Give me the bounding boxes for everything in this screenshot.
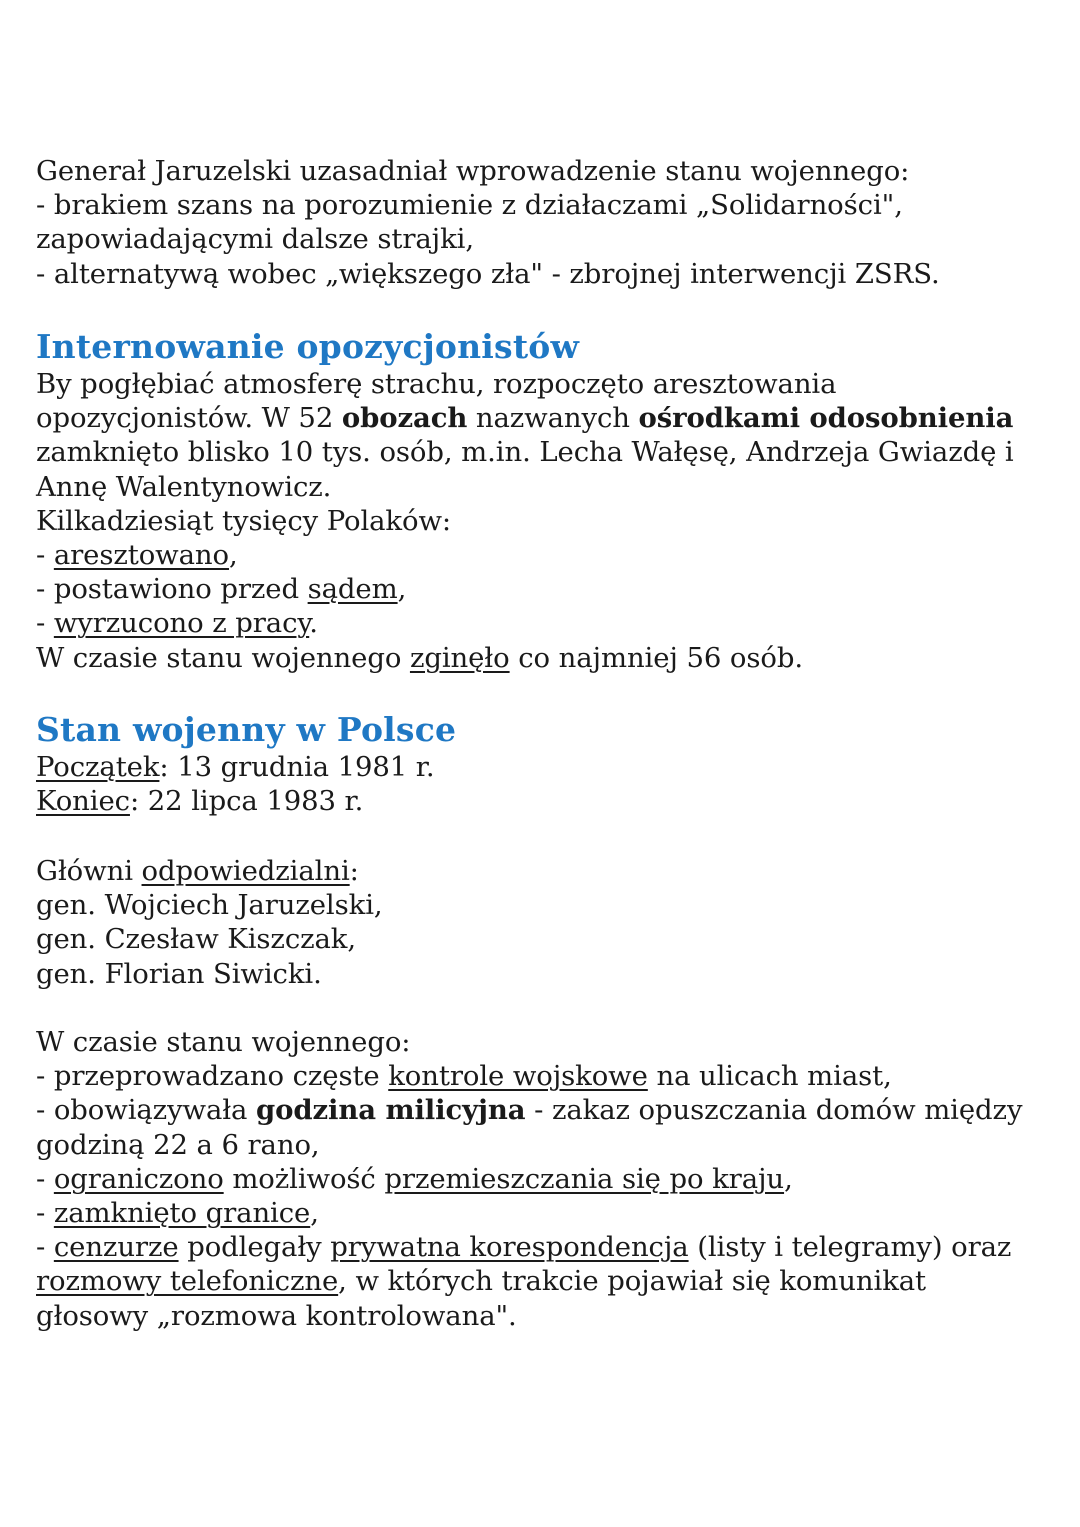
list-item: - cenzurze podlegały prywatna korespondencja (listy i telegramy) oraz [36,1231,1012,1264]
underlined-term: zginęło [409,641,510,674]
text-line: zamknięto blisko 10 tys. osób, m.in. Lecha Wałęsę, Andrzeja Gwiazdę i [36,436,1014,469]
section-heading-internment: Internowanie opozycjonistów [36,327,580,366]
text-line: Główni odpowiedzialni: [36,855,359,887]
martial-law-section [36,710,1056,818]
underlined-term: wyrzucono z pracy [53,607,310,640]
list-item: - postawiono przed sądem, [36,573,407,606]
text-line: W czasie stanu wojennego zginęło co najmniej 56 osób. [36,641,803,674]
end-date: Koniec: 22 lipca 1983 r. [36,785,364,818]
underlined-term: przemieszczania się po kraju [384,1162,785,1195]
list-item: gen. Wojciech Jaruzelski, [36,889,383,922]
text-line: Annę Walentynowicz. [36,470,332,503]
bold-term: obozach [341,402,468,435]
underlined-term: sądem [307,573,398,606]
underlined-term: ograniczono [53,1162,224,1195]
text-line: opozycjonistów. W 52 obozach nazwanych ośrodkami odosobnienia [36,402,1014,435]
list-item: gen. Czesław Kiszczak, [36,923,357,956]
list-item: - obowiązywała godzina milicyjna - zakaz opuszczania domów między [36,1094,1023,1127]
section-heading-martial-law: Stan wojenny w Polsce [36,710,457,749]
underlined-term: Początek [36,751,160,783]
text-line: głosowy „rozmowa kontrolowana". [36,1299,517,1332]
text-line: rozmowy telefoniczne, w których trakcie pojawiał się komunikat [36,1265,927,1298]
intro-line: Generał Jaruzelski uzasadniał wprowadzenie stanu wojennego: [36,155,910,187]
underlined-term: zamknięto granice [53,1197,311,1230]
text-line: Kilkadziesiąt tysięcy Polaków: [36,504,452,537]
list-item: - ograniczono możliwość przemieszczania się po kraju, [36,1162,793,1195]
text-line: W czasie stanu wojennego: [36,1026,411,1058]
start-date: Początek: 13 grudnia 1981 r. [36,751,435,783]
list-item: - wyrzucono z pracy. [36,607,318,640]
bold-term: godzina milicyjna [256,1094,526,1127]
list-item: - przeprowadzano częste kontrole wojskowe na ulicach miast, [36,1060,892,1093]
text-line: By pogłębiać atmosferę strachu, rozpoczęto aresztowania [36,368,837,400]
underlined-term: kontrole wojskowe [388,1060,648,1093]
text-line: godziną 22 a 6 rano, [36,1128,320,1161]
bold-term: ośrodkami odosobnienia [638,402,1014,435]
underlined-term: cenzurze [53,1231,179,1264]
intro-line: zapowiadającymi dalsze strajki, [36,223,474,256]
internment-section [36,327,1056,675]
intro-line: - brakiem szans na porozumienie z działaczami „Solidarności", [36,189,903,222]
list-item: - zamknięto granice, [36,1197,319,1230]
intro-line: - alternatywą wobec „większego zła" - zbrojnej interwencji ZSRS. [36,257,940,290]
underlined-term: aresztowano [53,539,229,572]
responsible-list [36,854,1056,991]
martial-law-measures [36,1025,1056,1333]
underlined-term: odpowiedzialni [141,855,350,887]
underlined-term: rozmowy telefoniczne [36,1265,339,1298]
list-item: - aresztowano, [36,539,238,572]
underlined-term: Koniec [36,785,130,818]
list-item: gen. Florian Siwicki. [36,957,322,990]
underlined-term: prywatna korespondencja [330,1231,689,1264]
intro-paragraph [36,154,1056,291]
